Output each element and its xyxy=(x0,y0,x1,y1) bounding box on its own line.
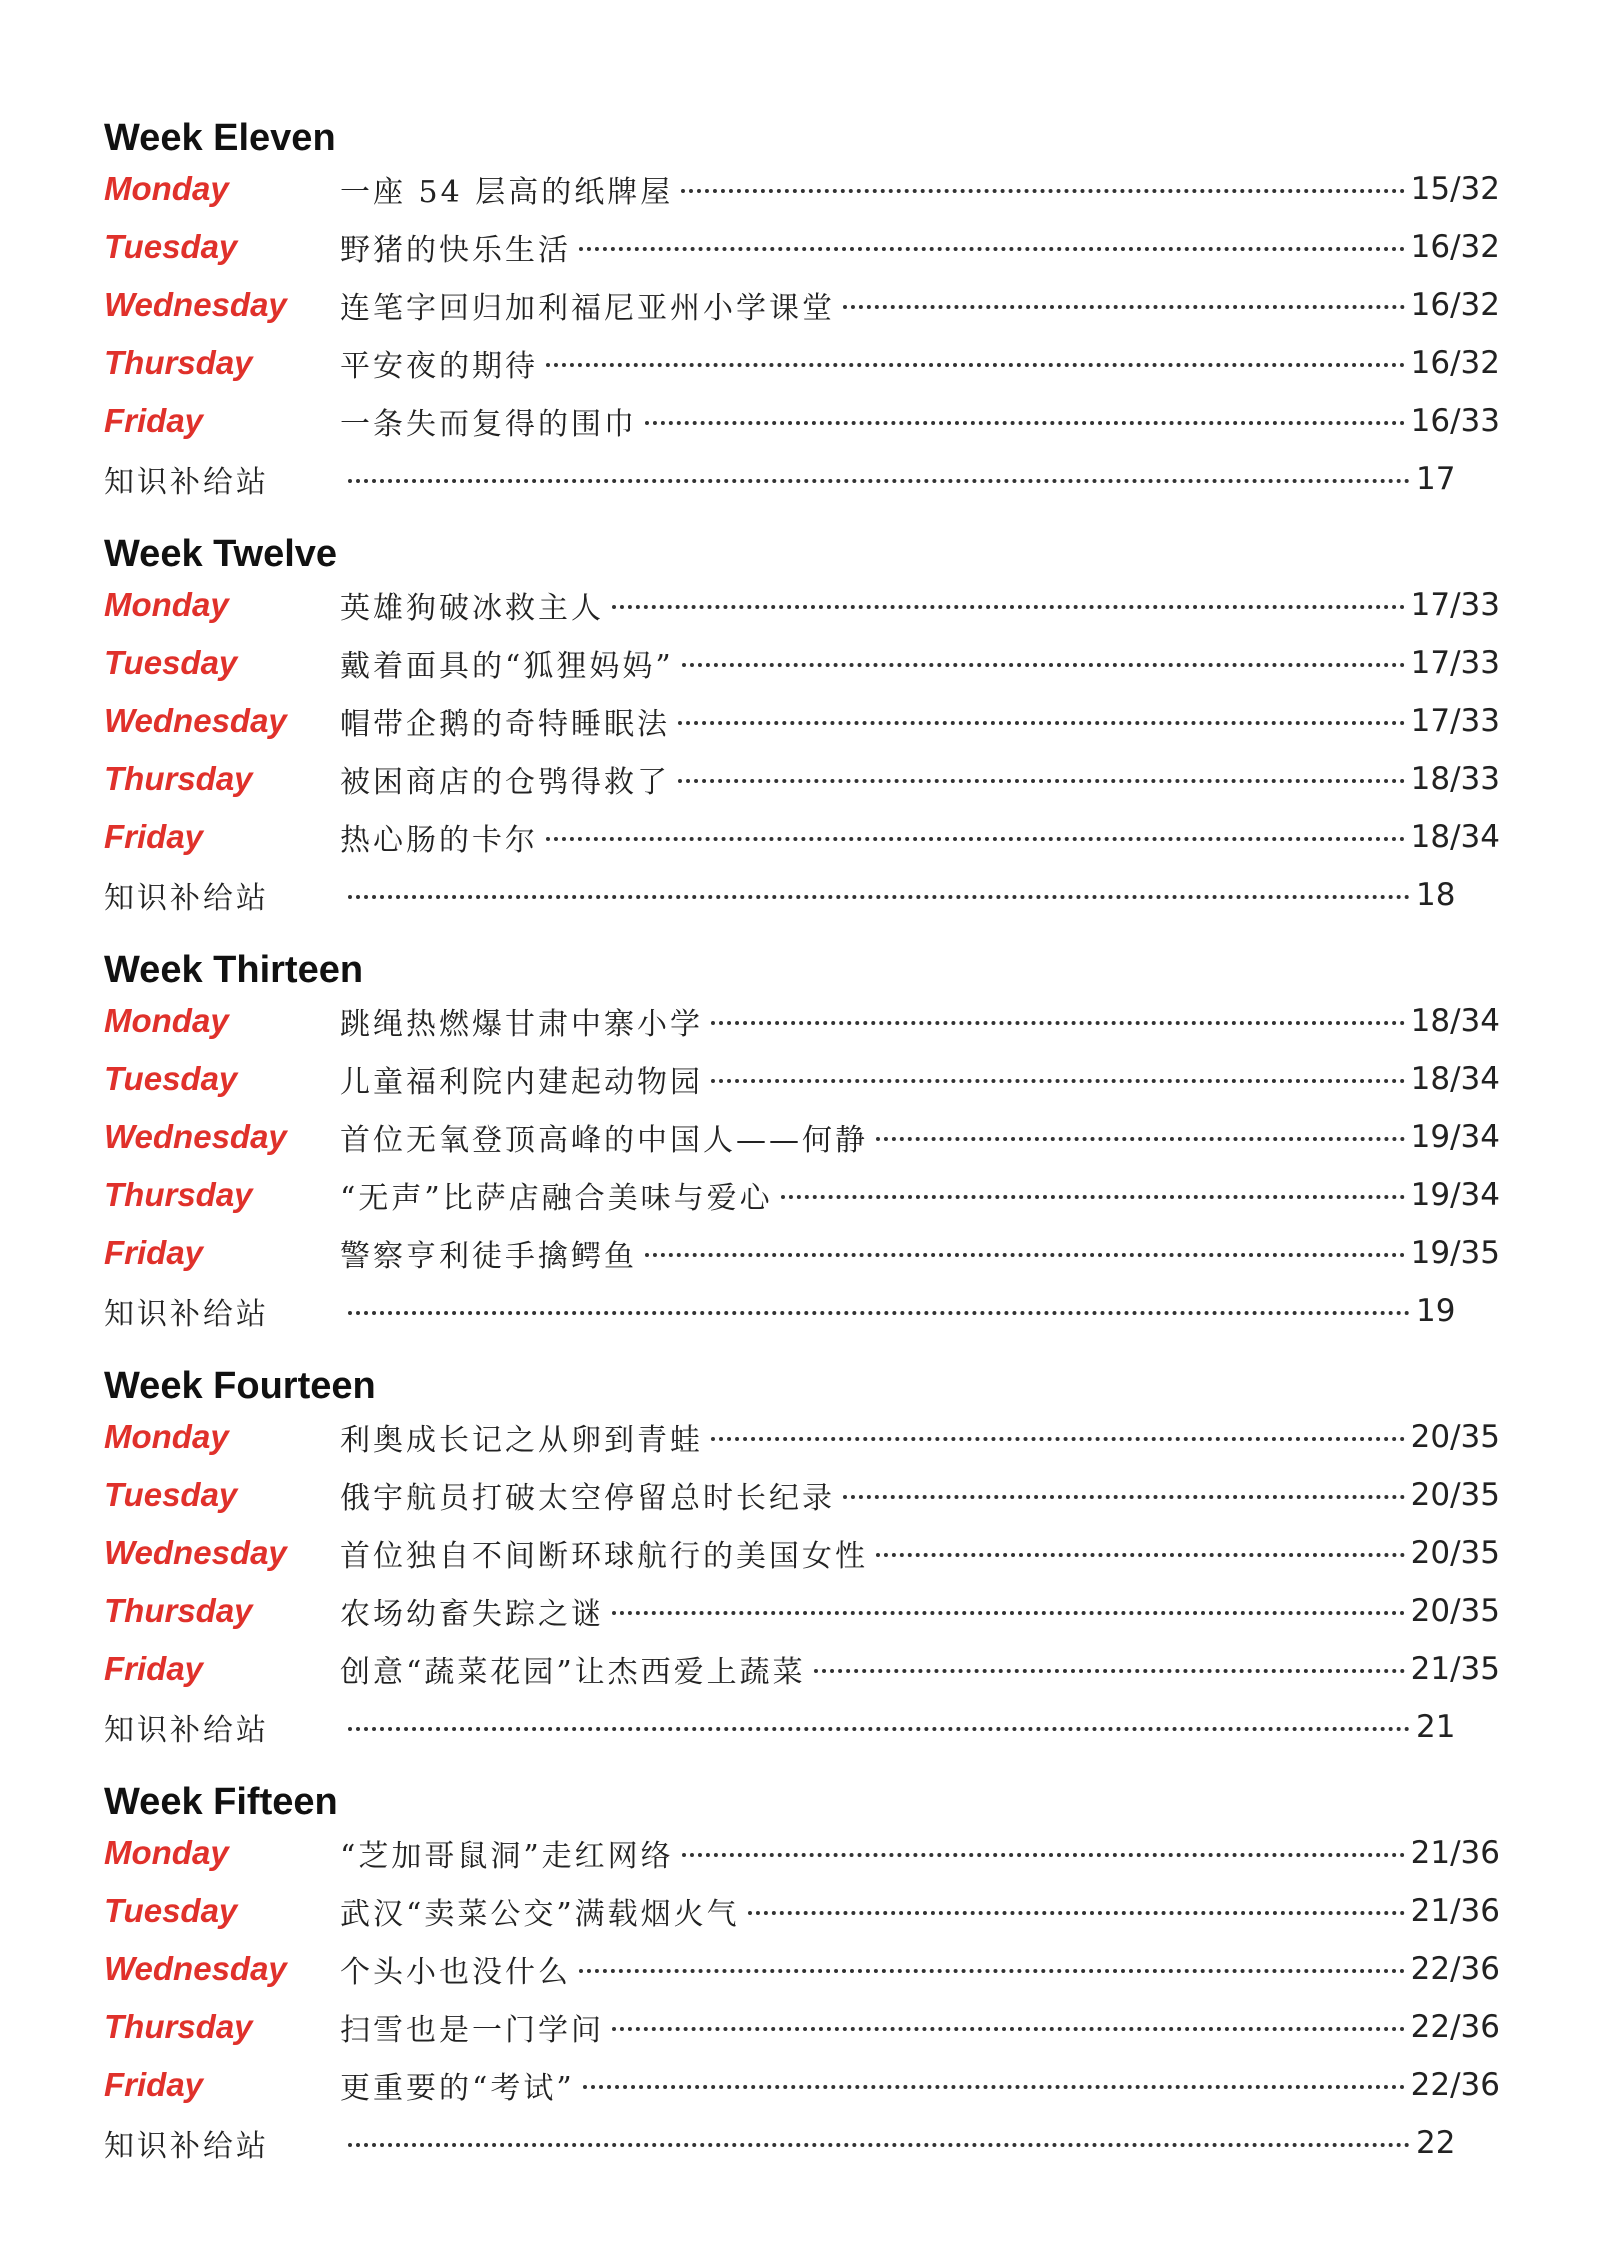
page-number: 19/34 xyxy=(1410,1177,1500,1213)
entry-title: 平安夜的期待 xyxy=(340,349,538,384)
dot-leader xyxy=(876,1553,1405,1557)
entry-title: 被困商店的仓鸮得救了 xyxy=(340,765,670,800)
entry-title: 创意“蔬菜花园”让杰西爱上蔬菜 xyxy=(340,1655,806,1690)
knowledge-station-entry[interactable] xyxy=(104,2114,1500,2172)
entry-title: 戴着面具的“狐狸妈妈” xyxy=(340,649,674,684)
toc-entry[interactable] xyxy=(104,1940,1500,1998)
page-number: 16/32 xyxy=(1410,229,1500,265)
page-number: 16/33 xyxy=(1410,403,1500,439)
dot-leader xyxy=(711,1021,1405,1025)
week-title: Week Fourteen xyxy=(104,1365,376,1407)
day-label: Wednesday xyxy=(104,286,287,323)
week-section xyxy=(104,532,1500,924)
week-title: Week Twelve xyxy=(104,533,338,575)
knowledge-station-entry[interactable] xyxy=(104,866,1500,924)
knowledge-station-label: 知识补给站 xyxy=(104,2129,269,2164)
day-label: Tuesday xyxy=(104,228,238,265)
toc-entry[interactable] xyxy=(104,334,1500,392)
day-label: Monday xyxy=(104,170,229,207)
entry-title: 农场幼畜失踪之谜 xyxy=(340,1597,604,1632)
toc-entry[interactable] xyxy=(104,808,1500,866)
knowledge-station-label: 知识补给站 xyxy=(104,1297,269,1332)
day-label: Friday xyxy=(104,818,204,855)
day-label: Tuesday xyxy=(104,1060,238,1097)
day-label: Tuesday xyxy=(104,1892,238,1929)
entry-title: 跳绳热燃爆甘肃中寨小学 xyxy=(340,1007,703,1042)
page-number: 16/32 xyxy=(1410,287,1500,323)
toc-entry[interactable] xyxy=(104,1108,1500,1166)
toc-entry[interactable] xyxy=(104,276,1500,334)
knowledge-station-label: 知识补给站 xyxy=(104,465,269,500)
page-number: 21 xyxy=(1416,1709,1456,1745)
page-number: 22/36 xyxy=(1410,2009,1500,2045)
toc-entry[interactable] xyxy=(104,160,1500,218)
toc-entry[interactable] xyxy=(104,634,1500,692)
knowledge-station-label: 知识补给站 xyxy=(104,1713,269,1748)
dot-leader xyxy=(843,305,1405,309)
dot-leader xyxy=(843,1495,1405,1499)
entry-title: 一条失而复得的围巾 xyxy=(340,407,637,442)
day-label: Thursday xyxy=(104,1592,253,1629)
toc-entry[interactable] xyxy=(104,1882,1500,1940)
toc-entry[interactable] xyxy=(104,1524,1500,1582)
day-label: Thursday xyxy=(104,760,253,797)
dot-leader xyxy=(876,1137,1405,1141)
day-label: Tuesday xyxy=(104,1476,238,1513)
day-label: Wednesday xyxy=(104,1118,287,1155)
toc-entry[interactable] xyxy=(104,1224,1500,1282)
day-label: Thursday xyxy=(104,2008,253,2045)
toc-entry[interactable] xyxy=(104,1824,1500,1882)
dot-leader xyxy=(579,247,1405,251)
page-number: 18/34 xyxy=(1410,819,1500,855)
dot-leader xyxy=(612,2027,1405,2031)
entry-title: 个头小也没什么 xyxy=(340,1955,571,1990)
dot-leader xyxy=(579,1969,1405,1973)
knowledge-station-entry[interactable] xyxy=(104,1698,1500,1756)
page-number: 22/36 xyxy=(1410,1951,1500,1987)
page-number: 21/35 xyxy=(1410,1651,1500,1687)
entry-title: “无声”比萨店融合美味与爱心 xyxy=(340,1181,773,1216)
page-number: 18/34 xyxy=(1410,1003,1500,1039)
dot-leader xyxy=(348,1311,1410,1315)
week-section xyxy=(104,1780,1500,2172)
dot-leader xyxy=(678,779,1405,783)
day-label: Friday xyxy=(104,1650,204,1687)
dot-leader xyxy=(546,363,1405,367)
day-label: Monday xyxy=(104,1418,229,1455)
week-section xyxy=(104,116,1500,508)
dot-leader xyxy=(681,189,1404,193)
entry-title: 帽带企鹅的奇特睡眠法 xyxy=(340,707,670,742)
page-number: 18/33 xyxy=(1410,761,1500,797)
entry-title: 利奥成长记之从卵到青蛙 xyxy=(340,1423,703,1458)
page-number: 21/36 xyxy=(1410,1893,1500,1929)
page-number: 20/35 xyxy=(1410,1419,1500,1455)
toc-entry[interactable] xyxy=(104,2056,1500,2114)
dot-leader xyxy=(348,2143,1410,2147)
day-label: Friday xyxy=(104,402,204,439)
entry-title: 英雄狗破冰救主人 xyxy=(340,591,604,626)
dot-leader xyxy=(781,1195,1405,1199)
dot-leader xyxy=(546,837,1405,841)
toc-entry[interactable] xyxy=(104,576,1500,634)
dot-leader xyxy=(748,1911,1405,1915)
page-number: 20/35 xyxy=(1410,1477,1500,1513)
toc-entry[interactable] xyxy=(104,1466,1500,1524)
dot-leader xyxy=(612,1611,1405,1615)
dot-leader xyxy=(645,421,1405,425)
dot-leader xyxy=(678,721,1405,725)
toc-entry[interactable] xyxy=(104,1640,1500,1698)
page-number: 20/35 xyxy=(1410,1593,1500,1629)
page-number: 18/34 xyxy=(1410,1061,1500,1097)
day-label: Wednesday xyxy=(104,702,287,739)
entry-title: 更重要的“考试” xyxy=(340,2071,575,2106)
day-label: Thursday xyxy=(104,1176,253,1213)
entry-title: “芝加哥鼠洞”走红网络 xyxy=(340,1839,674,1874)
day-label: Monday xyxy=(104,1002,229,1039)
day-label: Tuesday xyxy=(104,644,238,681)
day-label: Friday xyxy=(104,1234,204,1271)
page-number: 19/34 xyxy=(1410,1119,1500,1155)
day-label: Monday xyxy=(104,1834,229,1871)
entry-title: 连笔字回归加利福尼亚州小学课堂 xyxy=(340,291,835,326)
entry-title: 警察亨利徒手擒鳄鱼 xyxy=(340,1239,637,1274)
toc-entry[interactable] xyxy=(104,218,1500,276)
entry-title: 一座 54 层高的纸牌屋 xyxy=(340,175,674,210)
page-number: 15/32 xyxy=(1410,171,1500,207)
entry-title: 俄宇航员打破太空停留总时长纪录 xyxy=(340,1481,835,1516)
day-label: Monday xyxy=(104,586,229,623)
entry-title: 野猪的快乐生活 xyxy=(340,233,571,268)
toc-entry[interactable] xyxy=(104,1408,1500,1466)
toc-entry[interactable] xyxy=(104,1998,1500,2056)
entry-title: 首位独自不间断环球航行的美国女性 xyxy=(340,1539,868,1574)
week-title: Week Thirteen xyxy=(104,949,364,991)
page-number: 17/33 xyxy=(1410,703,1500,739)
dot-leader xyxy=(711,1079,1405,1083)
dot-leader xyxy=(348,1727,1410,1731)
toc-entry[interactable] xyxy=(104,392,1500,450)
page-number: 16/32 xyxy=(1410,345,1500,381)
entry-title: 武汉“卖菜公交”满载烟火气 xyxy=(340,1897,740,1932)
entry-title: 扫雪也是一门学问 xyxy=(340,2013,604,2048)
dot-leader xyxy=(711,1437,1405,1441)
dot-leader xyxy=(645,1253,1405,1257)
dot-leader xyxy=(814,1669,1405,1673)
week-title: Week Fifteen xyxy=(104,1781,338,1823)
toc-entry[interactable] xyxy=(104,1166,1500,1224)
week-title: Week Eleven xyxy=(104,117,336,159)
toc-entry[interactable] xyxy=(104,1582,1500,1640)
day-label: Wednesday xyxy=(104,1950,287,1987)
day-label: Friday xyxy=(104,2066,204,2103)
entry-title: 热心肠的卡尔 xyxy=(340,823,538,858)
page-number: 17/33 xyxy=(1410,645,1500,681)
dot-leader xyxy=(348,895,1410,899)
knowledge-station-entry[interactable] xyxy=(104,450,1500,508)
page-number: 17/33 xyxy=(1410,587,1500,623)
dot-leader xyxy=(612,605,1405,609)
day-label: Thursday xyxy=(104,344,253,381)
entry-title: 首位无氧登顶高峰的中国人——何静 xyxy=(340,1123,868,1158)
page-number: 22 xyxy=(1416,2125,1456,2161)
page-number: 19/35 xyxy=(1410,1235,1500,1271)
page-number: 21/36 xyxy=(1410,1835,1500,1871)
dot-leader xyxy=(682,663,1405,667)
toc-entry[interactable] xyxy=(104,992,1500,1050)
toc-entry[interactable] xyxy=(104,692,1500,750)
entry-title: 儿童福利院内建起动物园 xyxy=(340,1065,703,1100)
week-section xyxy=(104,1364,1500,1756)
page-number: 22/36 xyxy=(1410,2067,1500,2103)
toc-entry[interactable] xyxy=(104,1050,1500,1108)
day-label: Wednesday xyxy=(104,1534,287,1571)
toc-entry[interactable] xyxy=(104,750,1500,808)
knowledge-station-entry[interactable] xyxy=(104,1282,1500,1340)
dot-leader xyxy=(583,2085,1405,2089)
page-number: 18 xyxy=(1416,877,1456,913)
dot-leader xyxy=(348,479,1410,483)
page-number: 17 xyxy=(1416,461,1456,497)
page-number: 20/35 xyxy=(1410,1535,1500,1571)
page-number: 19 xyxy=(1416,1293,1456,1329)
dot-leader xyxy=(682,1853,1405,1857)
week-section xyxy=(104,948,1500,1340)
knowledge-station-label: 知识补给站 xyxy=(104,881,269,916)
